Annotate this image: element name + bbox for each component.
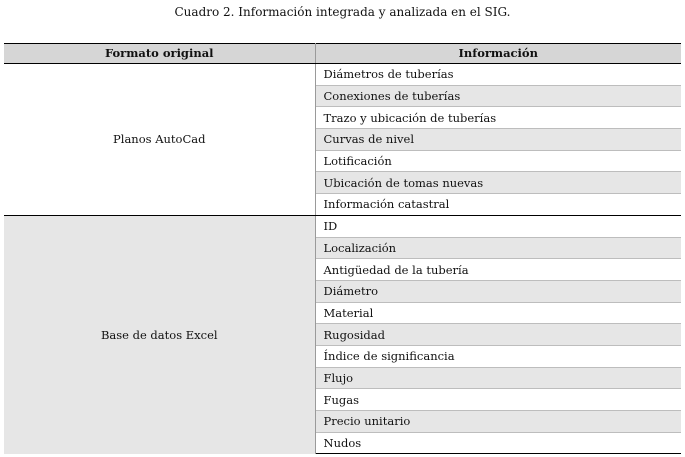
info-cell: Lotificación: [315, 150, 681, 172]
group-autocad: [4, 64, 681, 216]
format-cell-excel: Base de datos Excel: [4, 215, 315, 454]
info-cell: Información catastral: [315, 194, 681, 216]
info-cell: Material: [315, 302, 681, 324]
info-cell: Diámetro: [315, 280, 681, 302]
info-cell: Antigüedad de la tubería: [315, 259, 681, 281]
info-cell: Diámetros de tuberías: [315, 64, 681, 86]
info-cell: Trazo y ubicación de tuberías: [315, 107, 681, 129]
information-table: [4, 43, 681, 454]
info-cell: Flujo: [315, 367, 681, 389]
header-information: Información: [315, 44, 681, 64]
group-excel: [4, 215, 681, 454]
table-row: [4, 64, 681, 86]
info-cell: Localización: [315, 237, 681, 259]
info-cell: Rugosidad: [315, 324, 681, 346]
info-cell: Nudos: [315, 432, 681, 454]
info-cell: ID: [315, 215, 681, 237]
info-cell: Conexiones de tuberías: [315, 85, 681, 107]
table-row: [4, 215, 681, 237]
info-cell: Índice de significancia: [315, 345, 681, 367]
header-format: Formato original: [4, 44, 315, 64]
info-cell: Precio unitario: [315, 411, 681, 433]
info-cell: Curvas de nivel: [315, 129, 681, 151]
info-cell: Ubicación de tomas nuevas: [315, 172, 681, 194]
header-row: [4, 44, 681, 64]
table-caption: Cuadro 2. Información integrada y analizada en el SIG.: [174, 5, 511, 19]
info-cell: Fugas: [315, 389, 681, 411]
format-cell-autocad: Planos AutoCad: [4, 64, 315, 216]
